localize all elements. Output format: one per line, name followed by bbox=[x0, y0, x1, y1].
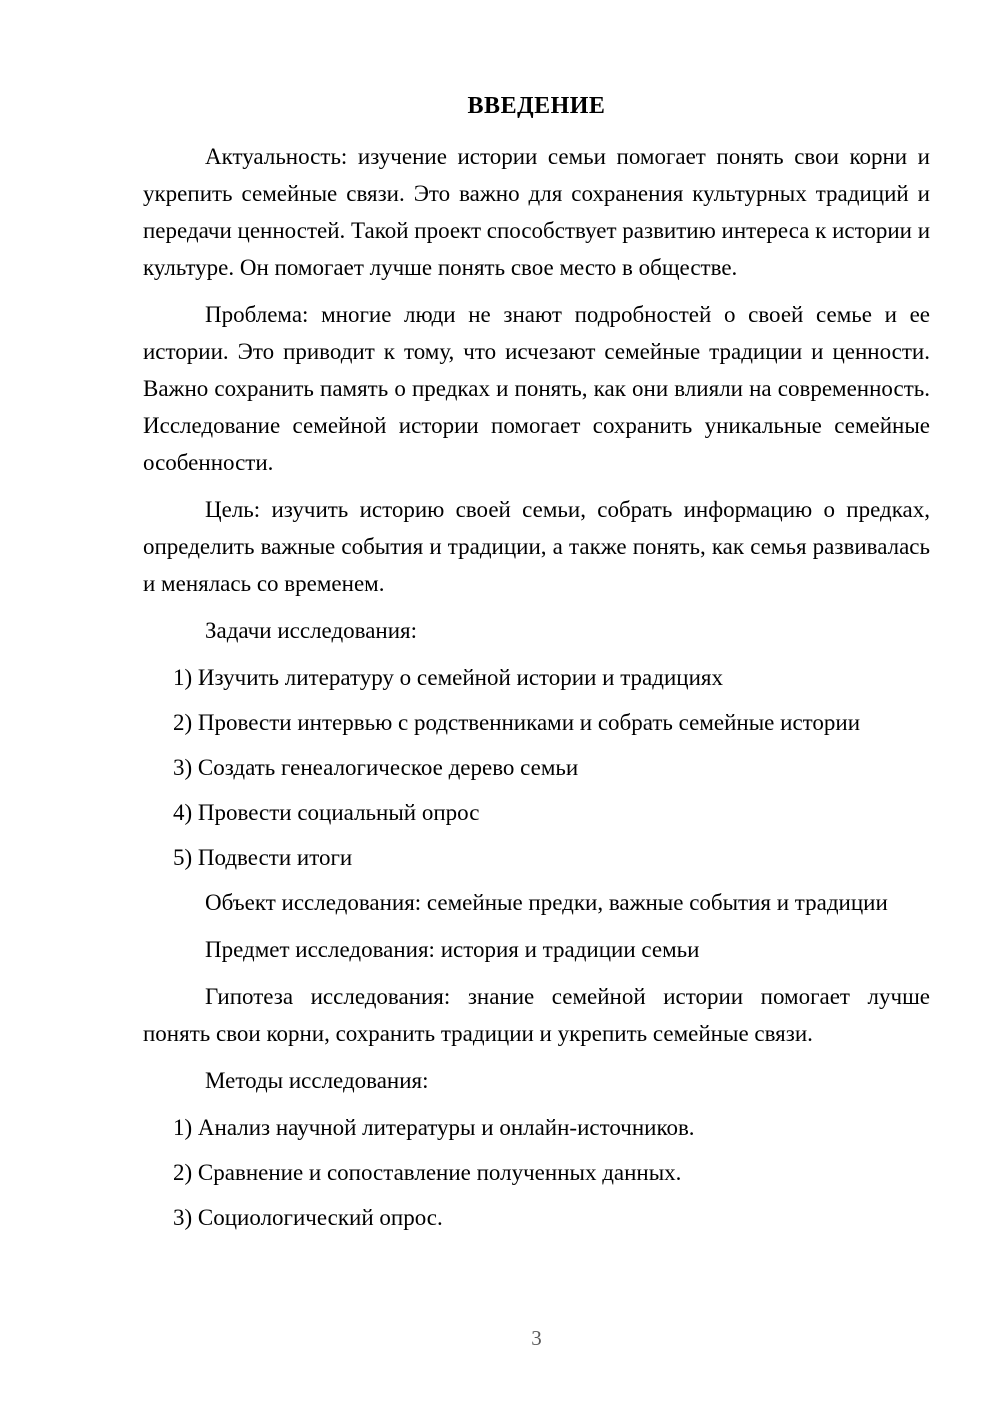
section-heading-zadachi: Задачи исследования: bbox=[205, 618, 418, 643]
paragraph-aktualnost: Актуальность: изучение истории семьи помогает понять свои корни и укрепить семейные связи. Это важно для сохранения культурных традиций и передачи ценностей. Такой проект способствует развитию интереса к истории и культуре. Он помогает лучше понять свое место в обществе. bbox=[143, 144, 931, 280]
paragraph-cel: Цель: изучить историю своей семьи, собрать информацию о предках, определить важные события и традиции, а также понять, как семья развивалась и менялась со временем. bbox=[143, 497, 930, 596]
paragraph-obekt: Объект исследования: семейные предки, важные события и традиции bbox=[205, 890, 888, 915]
section-heading-metody: Методы исследования: bbox=[205, 1068, 429, 1093]
list-item-method-3: 3) Социологический опрос. bbox=[173, 1205, 443, 1230]
page-title: ВВЕДЕНИЕ bbox=[467, 93, 606, 119]
paragraph-problema: Проблема: многие люди не знают подробностей о своей семье и ее истории. Это приводит к тому, что исчезают семейные традиции и ценности. Важно сохранить память о предках и понять, как они влияли на современность. Исследование семейной истории помогает сохранить уникальные семейные особенности. bbox=[143, 302, 930, 475]
list-item-task-4: 4) Провести социальный опрос bbox=[173, 800, 480, 825]
list-item-task-3: 3) Создать генеалогическое дерево семьи bbox=[173, 755, 579, 780]
document-content bbox=[143, 90, 930, 1244]
list-item-method-2: 2) Сравнение и сопоставление полученных данных. bbox=[173, 1160, 682, 1185]
list-item-method-1: 1) Анализ научной литературы и онлайн-источников. bbox=[173, 1115, 695, 1140]
list-item-task-2: 2) Провести интервью с родственниками и собрать семейные истории bbox=[173, 710, 861, 735]
list-item-task-1: 1) Изучить литературу о семейной истории и традициях bbox=[173, 665, 723, 690]
list-item-task-5: 5) Подвести итоги bbox=[173, 845, 353, 870]
paragraph-predmet: Предмет исследования: история и традиции семьи bbox=[205, 937, 700, 962]
paragraph-gipoteza: Гипотеза исследования: знание семейной истории помогает лучше понять свои корни, сохранить традиции и укрепить семейные связи. bbox=[143, 984, 930, 1046]
page-number: 3 bbox=[531, 1326, 542, 1350]
